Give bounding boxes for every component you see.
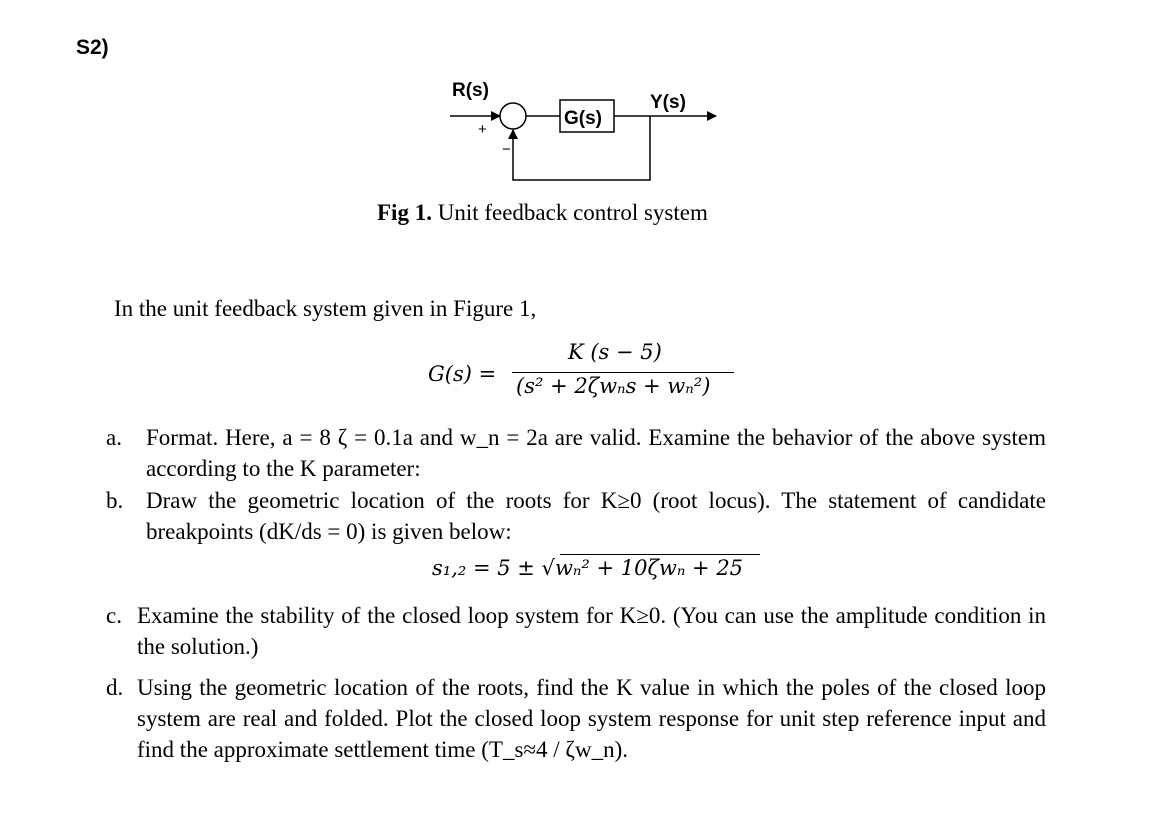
item-b-marker: b. (106, 488, 124, 513)
transfer-function-lhs: G(s) = (428, 362, 497, 386)
figure-caption (377, 200, 708, 226)
summing-junction (500, 103, 526, 129)
figure-caption-number: Fig 1. (377, 200, 432, 225)
breakpoint-equation (432, 556, 743, 580)
item-a-marker: a. (106, 425, 122, 450)
item-d-text: Using the geometric location of the roots, find the K value in which the poles of the closed loop system are real and folded. Plot the closed loop system response for unit step reference input and find the approximate settlement time (T_s≈4 / ζw_n). (137, 675, 1046, 762)
item-d (106, 672, 1050, 768)
input-label-r: R(s) (452, 80, 489, 101)
transfer-function-denominator: (s² + 2ζwₙs + wₙ²) (516, 374, 711, 398)
item-c-marker: c. (106, 603, 122, 628)
breakpoint-equation-lhs: s₁,₂ = 5 ± √ (432, 556, 555, 580)
item-d-marker: d. (106, 675, 124, 700)
question-label: S2) (76, 36, 109, 59)
fraction-bar (512, 372, 734, 373)
item-a (106, 422, 1050, 486)
intro-text: In the unit feedback system given in Figure 1, (114, 296, 537, 321)
breakpoint-equation-radicand: wₙ² + 10ζwₙ + 25 (554, 556, 744, 580)
minus-sign: − (502, 141, 511, 158)
figure-caption-text: Unit feedback control system (431, 200, 708, 225)
output-label-y: Y(s) (650, 92, 686, 113)
item-a-text: Format. Here, a = 8 ζ = 0.1a and w_n = 2a are valid. Examine the behavior of the above system according to the K parameter: (146, 425, 1046, 481)
item-c-text: Examine the stability of the closed loop system for K≥0. (You can use the amplitude condition in the solution.) (137, 603, 1046, 659)
item-b-text: Draw the geometric location of the roots for K≥0 (root locus). The statement of candidate breakpoints (dK/ds = 0) is given below: (146, 488, 1046, 544)
transfer-function-numerator: K (s − 5) (568, 340, 662, 364)
item-b (106, 485, 1050, 549)
item-c (106, 600, 1050, 664)
plant-block-label: G(s) (564, 108, 602, 129)
block-diagram (440, 72, 740, 187)
plus-sign: + (478, 121, 487, 138)
sqrt-bar (560, 554, 760, 555)
